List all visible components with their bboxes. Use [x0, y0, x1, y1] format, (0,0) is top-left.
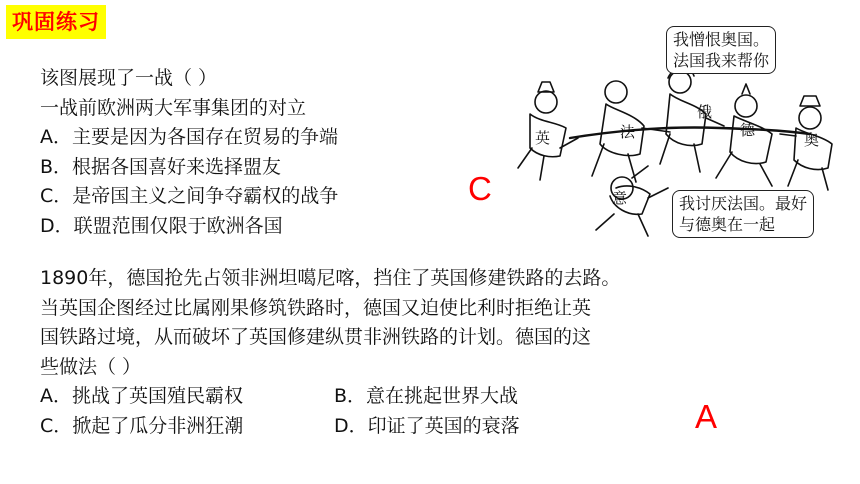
speech-bubble-russia — [666, 26, 776, 74]
rope — [570, 127, 810, 138]
question-2-options-row-2 — [40, 412, 620, 442]
question-1-option-b: B．根据各国喜好来选择盟友 — [40, 155, 282, 178]
bubble-line: 与德奥在一起 — [679, 215, 776, 234]
question-2-line: 国铁路过境，从而破坏了英国修建纵贯非洲铁路的计划。德国的这 — [40, 326, 592, 348]
question-2-option-d: D．印证了英国的衰落 — [334, 414, 520, 437]
label-austria: 奥 — [804, 131, 820, 149]
question-2-option-b: B．意在挑起世界大战 — [334, 385, 519, 407]
label-italy: 意 — [612, 189, 628, 207]
section-title: 巩固练习 — [6, 5, 106, 39]
italy-figure — [596, 166, 668, 236]
question-2-answer: A — [695, 398, 718, 435]
question-2-option-c: C．掀起了瓜分非洲狂潮 — [40, 414, 244, 437]
label-germany: 德 — [740, 121, 756, 139]
speech-bubble-italy — [672, 190, 814, 238]
bubble-line: 我憎恨奥国。 — [673, 30, 770, 49]
bubble-line: 我讨厌法国。最好 — [679, 194, 808, 213]
question-2 — [40, 264, 620, 441]
question-1-option-d: D．联盟范围仅限于欧洲各国 — [40, 214, 283, 237]
bubble-line: 法国我来帮你 — [673, 51, 770, 70]
label-england: 英 — [535, 129, 551, 147]
russia-figure — [660, 67, 724, 172]
question-2-options-row-1 — [40, 382, 620, 412]
question-1 — [40, 64, 338, 241]
question-1-answer: C — [468, 170, 492, 207]
question-2-line: 当英国企图经过比属刚果修筑铁路时，德国又迫使比利时拒绝让英 — [40, 296, 592, 319]
question-2-line: 1890年，德国抢先占领非洲坦噶尼喀，挡住了英国修建铁路的去路。 — [40, 267, 621, 289]
question-1-option-a: A．主要是因为各国存在贸易的争端 — [40, 126, 338, 148]
question-2-option-a: A．挑战了英国殖民霸权 — [40, 385, 243, 407]
question-1-stem: 该图展现了一战（ ） — [40, 67, 218, 89]
question-1-subject: 一战前欧洲两大军事集团的对立 — [40, 96, 307, 119]
question-1-option-c: C．是帝国主义之间争夺霸权的战争 — [40, 185, 339, 207]
question-2-line: 些做法（ ） — [40, 355, 142, 378]
label-france: 法 — [620, 123, 636, 141]
label-russia: 俄 — [697, 103, 713, 121]
